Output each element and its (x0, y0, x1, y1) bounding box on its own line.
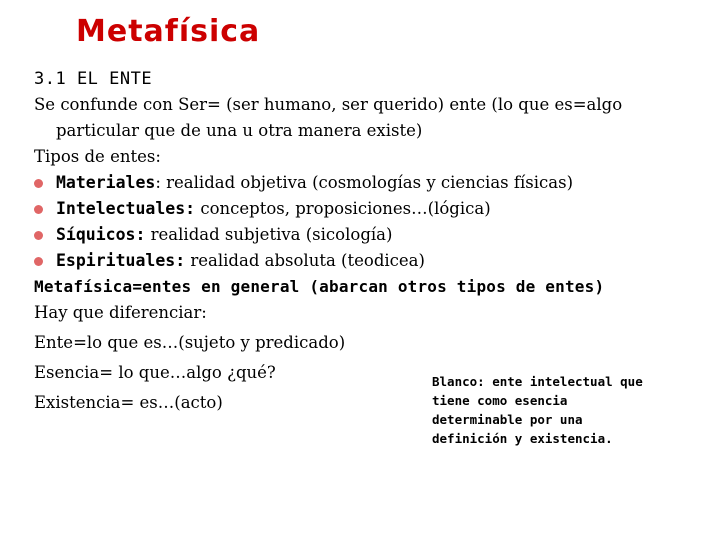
intro-line-2: particular que de una u otra manera existe) (56, 121, 423, 140)
existencia-line: Existencia= es…(acto) (34, 393, 223, 412)
intro-line-1: Se confunde con Ser= (ser humano, ser querido) ente (lo que es=algo (34, 95, 623, 114)
definition-line: Metafísica=entes en general (abarcan otros tipos de entes) (34, 277, 605, 296)
ente-line: Ente=lo que es…(sujeto y predicado) (34, 333, 346, 352)
note-line-4: definición y existencia. (432, 431, 613, 446)
bullet-item-espirituales (34, 248, 714, 274)
bullet-term: Síquicos: (56, 225, 146, 244)
slide-body (34, 66, 714, 416)
note-line-2: tiene como esencia (432, 393, 568, 408)
bullet-dot-icon (34, 179, 43, 188)
slide-title: Metafísica (76, 14, 261, 49)
bullet-dot-icon (34, 257, 43, 266)
bullet-desc: realidad absoluta (teodicea) (185, 251, 425, 270)
note-line-1: Blanco: ente intelectual que (432, 374, 643, 389)
bullet-desc: realidad subjetiva (sicología) (145, 225, 393, 244)
bullet-item-intelectuales (34, 196, 714, 222)
bullet-term: Materiales (56, 173, 156, 192)
bullet-desc: conceptos, proposiciones…(lógica) (195, 199, 491, 218)
bullet-desc: : realidad objetiva (cosmologías y ciencias físicas) (155, 173, 573, 192)
bullet-term: Intelectuales: (56, 199, 196, 218)
types-label: Tipos de entes: (34, 147, 161, 166)
bullet-item-materiales (34, 170, 714, 196)
section-heading: 3.1 EL ENTE (34, 69, 153, 89)
note-line-3: determinable por una (432, 412, 583, 427)
esencia-line: Esencia= lo que…algo ¿qué? (34, 363, 276, 382)
side-note (432, 372, 682, 448)
bullet-dot-icon (34, 231, 43, 240)
bullet-item-siquicos (34, 222, 714, 248)
differentiate-line: Hay que diferenciar: (34, 303, 207, 322)
bullet-dot-icon (34, 205, 43, 214)
bullet-term: Espirituales: (56, 251, 186, 270)
